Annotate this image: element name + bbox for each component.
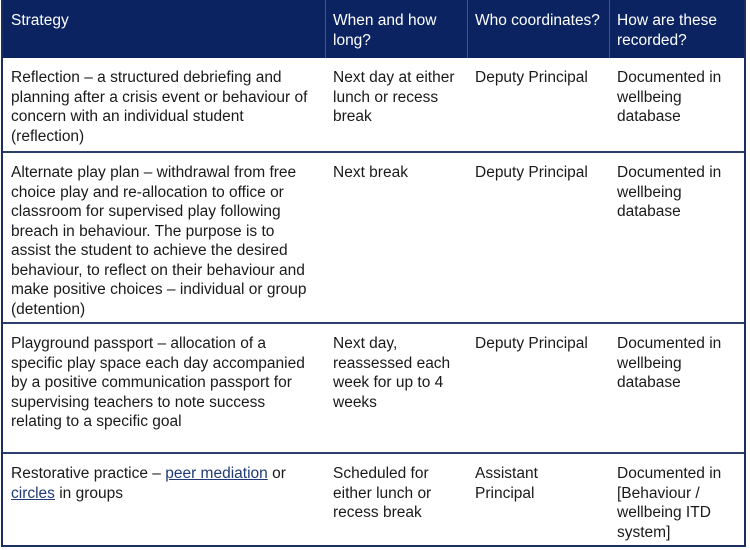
header-when: When and how long? — [333, 12, 437, 49]
table-row — [3, 151, 744, 323]
cell-when: Next day at either lunch or recess break — [333, 69, 455, 125]
cell-strategy: Playground passport – allocation of a specific play space each day accompanied by a positive communication passport for supervising teachers to note success relating to a specific goal — [11, 335, 305, 430]
cell-who: Deputy Principal — [475, 69, 588, 86]
strategy-text: in groups — [54, 484, 123, 502]
cell-recorded: Documented in wellbeing database — [617, 335, 722, 391]
header-who: Who coordinates? — [475, 12, 600, 29]
cell-who: Deputy Principal — [475, 164, 588, 181]
strategy-text: or — [267, 465, 286, 482]
cell-who: Assistant Principal — [475, 465, 538, 502]
cell-strategy: Reflection – a structured debriefing and planning after a crisis event or behaviour of concern with an individual student (reflection) — [11, 69, 308, 145]
cell-strategy: Alternate play plan – withdrawal from free choice play and re-allocation to office or classroom for supervised play following breach in behaviour. The purpose is to assist the student to achieve the desired behaviour, to reflect on their behaviour and make positive choices – individual or group (detention) — [11, 164, 307, 318]
cell-when: Next break — [333, 164, 408, 181]
table-header — [3, 0, 744, 58]
cell-recorded: Documented in [Behaviour / wellbeing ITD system] — [617, 465, 722, 541]
table-row — [3, 58, 744, 152]
peer-mediation-link[interactable]: peer mediation — [165, 465, 268, 482]
cell-strategy — [3, 454, 325, 503]
cell-recorded: Documented in wellbeing database — [617, 164, 722, 220]
table-row — [3, 452, 744, 545]
table-row — [3, 322, 744, 453]
circles-link[interactable]: circles — [11, 484, 55, 502]
header-strategy: Strategy — [11, 12, 69, 29]
cell-when: Next day, reassessed each week for up to 4 weeks — [333, 335, 451, 411]
strategies-table — [1, 0, 746, 547]
cell-when: Scheduled for either lunch or recess break — [333, 465, 432, 521]
cell-recorded: Documented in wellbeing database — [617, 69, 722, 125]
cell-who: Deputy Principal — [475, 335, 588, 352]
header-recorded: How are these recorded? — [617, 12, 717, 49]
strategy-text: Restorative practice – — [11, 465, 166, 482]
